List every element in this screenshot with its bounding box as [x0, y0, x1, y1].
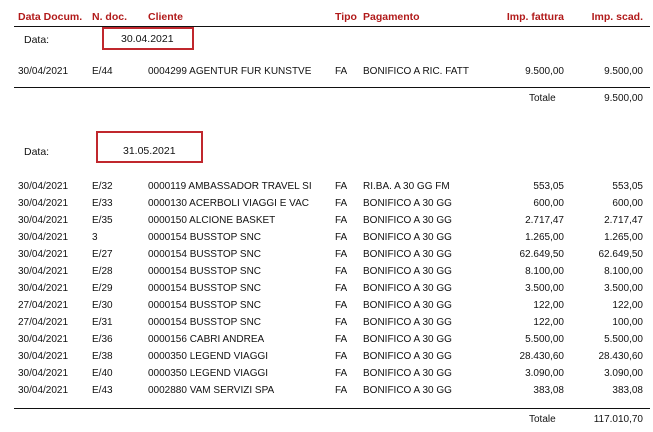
cell-n-doc: E/29 [92, 283, 113, 294]
col-n-doc: N. doc. [92, 11, 128, 23]
cell-n-doc: E/40 [92, 368, 113, 379]
table-row [0, 198, 653, 214]
cell-tipo: FA [335, 181, 348, 192]
cell-data: 30/04/2021 [18, 368, 69, 379]
cell-tipo: FA [335, 351, 348, 362]
table-row [0, 283, 653, 299]
cell-imp-scad: 3.500,00 [604, 283, 643, 294]
cell-imp-scad: 553,05 [612, 181, 643, 192]
cell-imp-scad: 383,08 [612, 385, 643, 396]
cell-tipo: FA [335, 300, 348, 311]
col-imp-scad: Imp. scad. [591, 11, 643, 23]
cell-imp-fattura: 62.649,50 [519, 249, 564, 260]
cell-data: 30/04/2021 [18, 198, 69, 209]
cell-imp-scad: 122,00 [612, 300, 643, 311]
cell-pagamento: BONIFICO A RIC. FATT [363, 66, 469, 77]
cell-imp-scad: 100,00 [612, 317, 643, 328]
totale-value: 9.500,00 [604, 93, 643, 104]
table-row [0, 351, 653, 367]
cell-n-doc: E/28 [92, 266, 113, 277]
cell-imp-fattura: 3.090,00 [525, 368, 564, 379]
cell-n-doc: E/44 [92, 66, 113, 77]
cell-data: 30/04/2021 [18, 215, 69, 226]
cell-pagamento: BONIFICO A 30 GG [363, 283, 452, 294]
cell-imp-scad: 28.430,60 [598, 351, 643, 362]
table-row [0, 181, 653, 197]
cell-imp-fattura: 3.500,00 [525, 283, 564, 294]
group-date-label: Data: [24, 34, 50, 46]
cell-cliente: 0000154 BUSSTOP SNC [148, 249, 262, 260]
cell-pagamento: BONIFICO A 30 GG [363, 351, 452, 362]
table-row [0, 300, 653, 316]
cell-pagamento: BONIFICO A 30 GG [363, 232, 452, 243]
table-row [0, 66, 653, 82]
table-row [0, 368, 653, 384]
cell-imp-fattura: 28.430,60 [519, 351, 564, 362]
cell-cliente: 0000350 LEGEND VIAGGI [148, 351, 269, 362]
cell-cliente: 0000130 ACERBOLI VIAGGI E VAC [148, 198, 310, 209]
group-date-value: 30.04.2021 [121, 33, 174, 45]
group-date-value: 31.05.2021 [123, 145, 176, 157]
cell-cliente: 0000350 LEGEND VIAGGI [148, 368, 269, 379]
cell-cliente: 0000156 CABRI ANDREA [148, 334, 265, 345]
cell-tipo: FA [335, 215, 348, 226]
cell-tipo: FA [335, 66, 348, 77]
group-total-divider [14, 87, 650, 88]
cell-cliente: 0000154 BUSSTOP SNC [148, 232, 262, 243]
cell-tipo: FA [335, 266, 348, 277]
table-row [0, 232, 653, 248]
cell-data: 30/04/2021 [18, 283, 69, 294]
cell-imp-fattura: 122,00 [533, 317, 564, 328]
cell-tipo: FA [335, 385, 348, 396]
table-row [0, 317, 653, 333]
cell-pagamento: RI.BA. A 30 GG FM [363, 181, 450, 192]
cell-imp-fattura: 9.500,00 [525, 66, 564, 77]
cell-imp-scad: 62.649,50 [598, 249, 643, 260]
cell-data: 30/04/2021 [18, 334, 69, 345]
table-row [0, 385, 653, 401]
col-tipo: Tipo [335, 11, 357, 23]
cell-n-doc: E/30 [92, 300, 113, 311]
cell-n-doc: E/31 [92, 317, 113, 328]
cell-data: 30/04/2021 [18, 266, 69, 277]
cell-pagamento: BONIFICO A 30 GG [363, 368, 452, 379]
cell-pagamento: BONIFICO A 30 GG [363, 334, 452, 345]
cell-cliente: 0000154 BUSSTOP SNC [148, 266, 262, 277]
cell-data: 30/04/2021 [18, 232, 69, 243]
cell-cliente: 0004299 AGENTUR FUR KUNSTVE [148, 66, 312, 77]
cell-n-doc: E/36 [92, 334, 113, 345]
col-data-docum: Data Docum. [18, 11, 83, 23]
col-cliente: Cliente [148, 11, 184, 23]
cell-n-doc: E/38 [92, 351, 113, 362]
cell-imp-scad: 5.500,00 [604, 334, 643, 345]
cell-data: 30/04/2021 [18, 385, 69, 396]
cell-imp-fattura: 383,08 [533, 385, 564, 396]
cell-imp-scad: 2.717,47 [604, 215, 643, 226]
cell-imp-scad: 3.090,00 [604, 368, 643, 379]
cell-tipo: FA [335, 249, 348, 260]
table-row [0, 249, 653, 265]
cell-tipo: FA [335, 283, 348, 294]
group-date-label: Data: [24, 146, 50, 158]
cell-imp-scad: 8.100,00 [604, 266, 643, 277]
cell-data: 27/04/2021 [18, 300, 69, 311]
col-imp-fattura: Imp. fattura [506, 11, 564, 23]
cell-imp-fattura: 2.717,47 [525, 215, 564, 226]
cell-data: 30/04/2021 [18, 249, 69, 260]
cell-cliente: 0002880 VAM SERVIZI SPA [148, 385, 275, 396]
cell-cliente: 0000119 AMBASSADOR TRAVEL SI [148, 181, 312, 192]
cell-imp-fattura: 122,00 [533, 300, 564, 311]
cell-tipo: FA [335, 198, 348, 209]
cell-data: 27/04/2021 [18, 317, 69, 328]
cell-imp-scad: 600,00 [612, 198, 643, 209]
cell-data: 30/04/2021 [18, 181, 69, 192]
cell-tipo: FA [335, 317, 348, 328]
cell-cliente: 0000154 BUSSTOP SNC [148, 317, 262, 328]
cell-imp-fattura: 1.265,00 [525, 232, 564, 243]
cell-cliente: 0000154 BUSSTOP SNC [148, 300, 262, 311]
cell-n-doc: 3 [92, 232, 98, 243]
cell-data: 30/04/2021 [18, 351, 69, 362]
cell-pagamento: BONIFICO A 30 GG [363, 300, 452, 311]
cell-pagamento: BONIFICO A 30 GG [363, 249, 452, 260]
cell-cliente: 0000150 ALCIONE BASKET [148, 215, 276, 226]
cell-imp-scad: 9.500,00 [604, 66, 643, 77]
cell-n-doc: E/33 [92, 198, 113, 209]
cell-imp-scad: 1.265,00 [604, 232, 643, 243]
cell-pagamento: BONIFICO A 30 GG [363, 198, 452, 209]
cell-cliente: 0000154 BUSSTOP SNC [148, 283, 262, 294]
cell-tipo: FA [335, 368, 348, 379]
cell-n-doc: E/43 [92, 385, 113, 396]
cell-pagamento: BONIFICO A 30 GG [363, 215, 452, 226]
cell-imp-fattura: 600,00 [533, 198, 564, 209]
totale-label: Totale [529, 414, 556, 425]
col-pagamento: Pagamento [363, 11, 420, 23]
cell-pagamento: BONIFICO A 30 GG [363, 266, 452, 277]
cell-tipo: FA [335, 334, 348, 345]
cell-imp-fattura: 5.500,00 [525, 334, 564, 345]
cell-tipo: FA [335, 232, 348, 243]
cell-n-doc: E/27 [92, 249, 113, 260]
totale-label: Totale [529, 93, 556, 104]
totale-value: 117.010,70 [593, 414, 643, 425]
group-total-divider [14, 408, 650, 409]
table-row [0, 266, 653, 282]
cell-imp-fattura: 8.100,00 [525, 266, 564, 277]
cell-data: 30/04/2021 [18, 66, 69, 77]
cell-n-doc: E/35 [92, 215, 113, 226]
cell-imp-fattura: 553,05 [533, 181, 564, 192]
cell-n-doc: E/32 [92, 181, 113, 192]
cell-pagamento: BONIFICO A 30 GG [363, 317, 452, 328]
table-row [0, 215, 653, 231]
cell-pagamento: BONIFICO A 30 GG [363, 385, 452, 396]
table-row [0, 334, 653, 350]
